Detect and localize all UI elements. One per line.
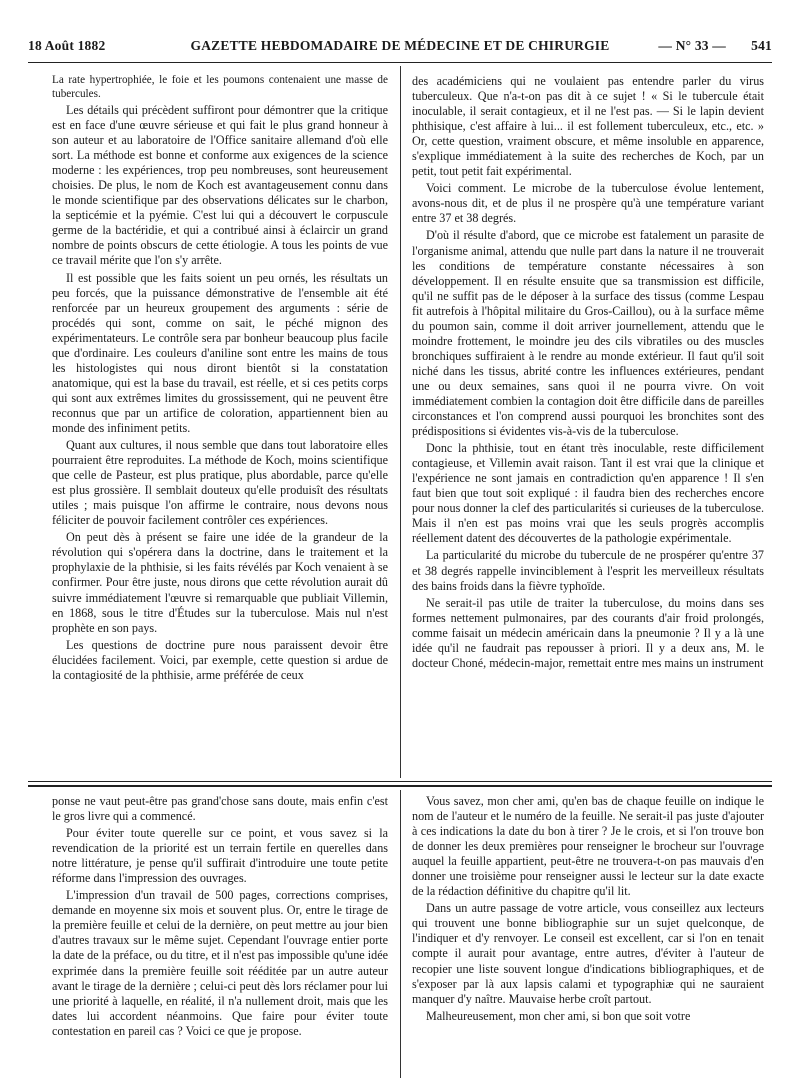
paragraph: On peut dès à présent se faire une idée de la grandeur de la révolution qui s'opérera dans la doctrine, dans le traitement et la prophylaxie de la phthisie, si les faits révélés par Koch venaient à se confirmer. Pour être juste, nous dirons que cette révolution aurait dû suivre immédiatement l'œuvre si remarquable que publiait Villemin, en 1868, sous le titre d'Études sur la tuberculose. Mais nul n'est prophète en son pays. [52,530,388,635]
paragraph: des académiciens qui ne voulaient pas entendre parler du virus tuberculeux. Que n'a-t-on pas dit à ce sujet ! « Si le tubercule était inoculable, il serait contagieux, et il ne l'est pas. — Si le lapin devient phthisique, c'est affaire à lui... il est follement tuberculeux, etc., etc. » Or, cette question, vraiment obscure, et même insoluble en apparence, s'explique immédiatement à la suite des recherches de Koch, par un petit, tout petit fait expérimental. [412,74,764,179]
paragraph: Malheureusement, mon cher ami, si bon que soit votre [426,1008,691,1023]
paragraph: ponse ne vaut peut-être pas grand'chose sans doute, mais enfin c'est le gros livre qui a commencé. [52,794,388,824]
journal-title: GAZETTE HEBDOMADAIRE DE MÉDECINE ET DE CHIRURGIE [190,38,610,53]
column-top-right [412,74,764,772]
paragraph: D'où il résulte d'abord, que ce microbe est fatalement un parasite de l'organisme animal, attendu que nulle part dans la nature il ne trouverait les conditions de température constante nécessaires à son développement. Il en résulte ensuite que sa transmission est difficile, qu'il ne suffit pas de le déposer à la surface des tissus (comme Lespau fit autrefois à l'hôpital militaire du Gros-Caillou), ou à la surface même du poumon sain, comme il doit arriver journellement, attendu que le moindre frottement, le moindre jeu des cils vibratiles ou des muscles bronchiques suffiraient à le rendre au monde extérieur. Il faut qu'il soit niché dans les tissus, abrité contre les influences extérieures, pendant une ou deux semaines, sans quoi il ne pourra vivre. On voit immédiatement combien la contagion doit être difficile dans de pareilles circonstances et l'on comprend aussi pourquoi les bronchites sont des prédispositions si évidentes vis-à-vis de la tuberculose. [412,228,764,439]
paragraph: Les questions de doctrine pure nous paraissent devoir être élucidées facilement. Voici, par exemple, cette question si ardue de la contagiosité de la phthisie, arme préférée de ceux [52,637,388,682]
section-rule-upper [28,781,772,782]
paragraph: Voici comment. Le microbe de la tuberculose évolue lentement, avons-nous dit, et de plus il ne prospère qu'à une température variant entre 37 et 38 degrés. [412,181,764,226]
paragraph: Vous savez, mon cher ami, qu'en bas de chaque feuille on indique le nom de l'auteur et le numéro de la feuille. Ne serait-il pas juste d'ajouter à ces indications la date du bon à tirer ? Je le crois, et si l'on trouve bon de donner les deux premières pour renseigner le brocheur sur l'ouvrage auquel la feuille appartient, peut-être ne trouvera-t-on pas mauvais d'en donner une troisième pour renseigner aussi le lecteur sur la date exacte de la rédaction définitive du chapitre qu'il lit. [412,794,764,899]
paragraph: Ne serait-il pas utile de traiter la tuberculose, du moins dans ses formes nettement pulmonaires, par des courants d'air froid prolongés, comme faisait un médecin américain dans la pneumonie ? Il y a là une idée qu'il ne faudrait pas repousser à priori. Il y a deux ans, M. le docteur Choné, médecin-major, remettait entre mes mains un instrument [412,595,764,670]
paragraph: L'impression d'un travail de 500 pages, corrections comprises, demande en moyenne six mois et souvent plus. Or, entre le tirage de la première feuille et celui de la dernière, on peut mettre au jour bien d'autres travaux sur le même sujet. Cependant l'ouvrage entier porte la date de la préface, ou du titre, et il n'est pas impossible qu'une idée exprimée dans la première feuille soit rééditée par un autre auteur avant le tirage de la dernière ; celui-ci peut dès lors réclamer pour lui une priorité à laquelle, en réalité, il n'a nullement droit, mais que les dates lui accordent néanmoins. Que faire pour éviter toute contestation en pareil cas ? Voici ce que je propose. [52,888,388,1038]
column-bottom-right [412,794,764,1074]
column-bottom-left [52,794,388,1074]
paragraph: La particularité du microbe du tubercule de ne prospérer qu'entre 37 et 38 degrés rappelle invinciblement à l'esprit les merveilleux résultats des bains froids dans la fièvre typhoïde. [412,548,764,593]
column-divider-top [400,66,401,778]
paragraph: Pour éviter toute querelle sur ce point, et vous savez si la revendication de la priorité est un terrain fertile en querelles dans notre littérature, je pense qu'il suffirait d'introduire une toute petite réforme dans l'impression des ouvrages. [52,826,388,886]
paragraph: Dans un autre passage de votre article, vous conseillez aux lecteurs qui trouvent une bonne bibliographie sur un sujet quelconque, de l'indiquer et d'y renvoyer. Le conseil est excellent, car si l'on en tenait compte il aurait pour avantage, entre autres, d'éviter à l'auteur de recopier une liste souvent longue d'indications bibliographiques, et de s'exposer par là aux lapsis calami et typographiæ qui ne sauraient manquer d'y naître. Mauvaise herbe croît partout. [412,901,764,1006]
column-top-left [52,74,388,772]
issue-number: — N° 33 — [658,38,726,53]
paragraph: Donc la phthisie, tout en étant très inoculable, reste difficilement contagieuse, et Villemin avait raison. Tant il est vrai que la clinique et l'expérience ne sont jamais en contradiction qu'en apparence ! Il s'en faut bien que tout soit expliqué : il faudra bien des recherches encore pour nous donner la clef des particularités si curieuses de la tuberculose. Mais il n'en est pas moins vrai que les seuls progrès accomplis réellement datent des découvertes de la pathologie expérimentale. [412,441,764,546]
paragraph: Il est possible que les faits soient un peu ornés, les résultats un peu forcés, que la puissance démonstrative de l'ensemble ait été renforcée par un heureux groupement des arguments : série de procédés qui sont, comme on sait, le péché mignon des expérimentateurs. Le contrôle sera par bonheur beaucoup plus facile que d'ordinaire. Les couleurs d'aniline sont entre les mains de tous les histologistes qui nous diront bientôt si la constatation anatomique, qui est la base du travail, est réelle, et si ces petits corps qui sont aux extrêmes limites du grossissement, qui ne peuvent être reconnus que par un artifice de coloration, appartiennent bien au monde des infiniment petits. [52,270,388,435]
paragraph: Quant aux cultures, il nous semble que dans tout laboratoire elles pourraient être reproduites. La méthode de Koch, moins scientifique que celle de Pasteur, est plus pratique, plus abordable, parce qu'elle est plus grossière. Il semblait douteux qu'elle produisît des résultats utiles ; mais puisque l'on affirme le contraire, nous devons nous féliciter de pouvoir facilement contrôler ces expériences. [52,438,388,528]
paragraph: La rate hypertrophiée, le foie et les poumons contenaient une masse de tubercules. [52,74,388,100]
issue-date: 18 Août 1882 [28,38,106,53]
page-header [28,38,772,60]
column-divider-bottom [400,790,401,1078]
section-rule-lower [28,785,772,787]
header-rule [28,62,772,63]
page-number: 541 [751,38,772,53]
paragraph: Les détails qui précèdent suffiront pour démontrer que la critique est en face d'une œuvre sérieuse et qui fait le plus grand honneur à son auteur et au laboratoire de l'Office sanitaire allemand d'où elle sort. La méthode est bonne et conforme aux exigences de la science moderne : les expériences, trop peu nombreuses, sont heureusement choisies. De plus, le nom de Koch est avantageusement connu dans le monde scientifique par des observations délicates sur le charbon, la septicémie et la pyémie. C'est lui qui a découvert le corpuscule germe de la bactéridie, et qui a contribué ainsi à éclaircir un grand nombre de points obscurs de cette étiologie. A tous les points de vue ce travail mérite que l'on s'y arrête. [52,103,388,268]
